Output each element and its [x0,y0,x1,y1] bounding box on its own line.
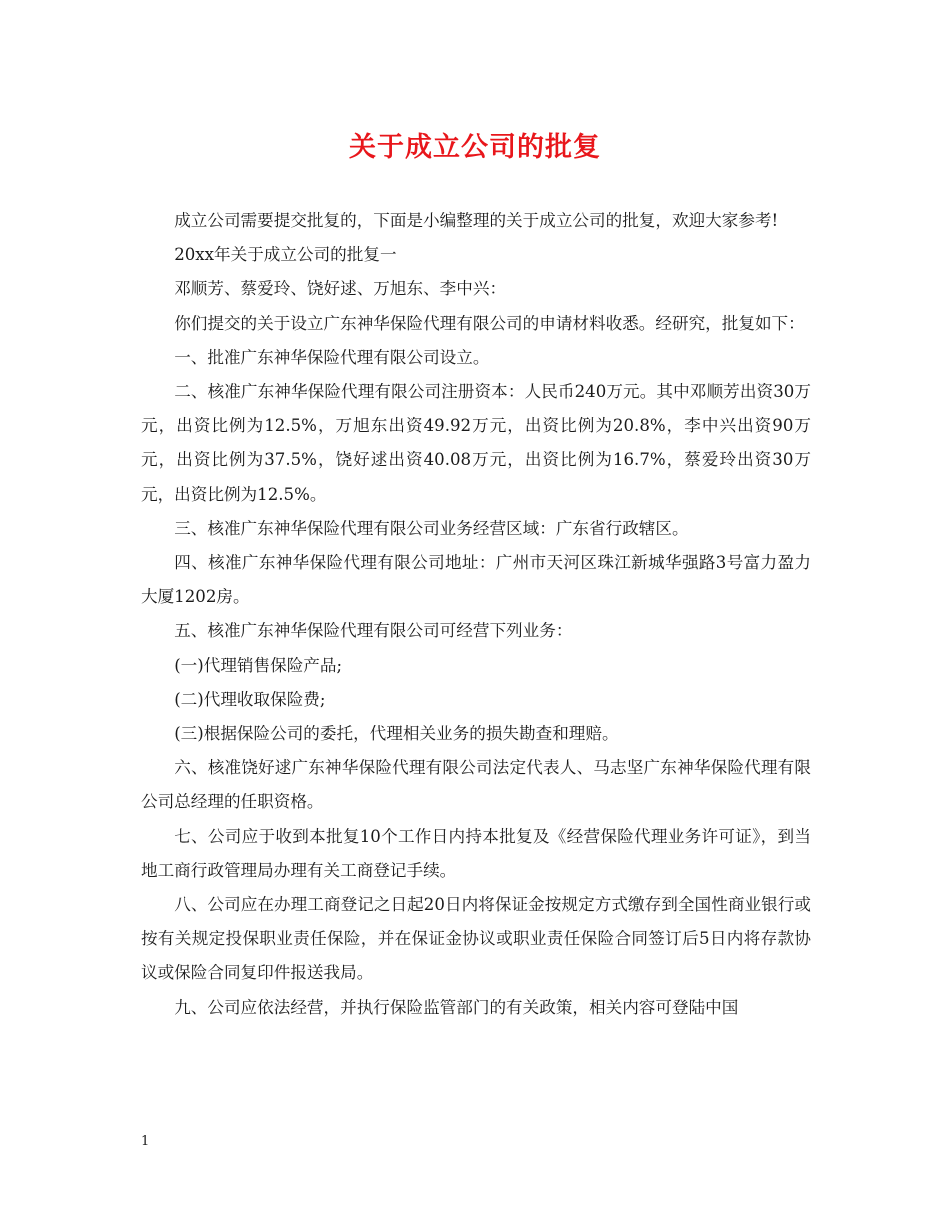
page-number: 1 [141,1134,150,1149]
paragraph-receipt: 你们提交的关于设立广东神华保险代理有限公司的申请材料收悉。经研究，批复如下： [174,313,805,333]
paragraph-item-9: 九、公司应依法经营，并执行保险监管部门的有关政策，相关内容可登陆中国 [174,997,739,1017]
paragraph-intro: 成立公司需要提交批复的，下面是小编整理的关于成立公司的批复，欢迎大家参考! [174,211,779,230]
paragraph-subitem-3: (三)根据保险公司的委托，代理相关业务的损失勘查和理赔。 [174,724,619,744]
paragraph-subitem-2: (二)代理收取保险费; [174,689,326,709]
paragraph-item-8: 八、公司应在办理工商登记之日起20日内将保证金按规定方式缴存到全国性商业银行或按有关规定投保职业责任保险，并在保证金协议或职业责任保险合同签订后5日内将存款协议或保险合同复印件报送我局。 [141,895,811,983]
paragraph-item-3: 三、核准广东神华保险代理有限公司业务经营区域：广东省行政辖区。 [174,518,689,538]
paragraph-item-7: 七、公司应于收到本批复10个工作日内持本批复及《经营保险代理业务许可证》，到当地工商行政管理局办理有关工商登记手续。 [141,826,811,880]
paragraph-item-4: 四、核准广东神华保险代理有限公司地址：广州市天河区珠江新城华强路3号富力盈力大厦1202房。 [141,553,811,607]
paragraph-subitem-1: (一)代理销售保险产品; [174,655,343,675]
document-title: 关于成立公司的批复 [349,132,601,163]
paragraph-item-6: 六、核准饶好逑广东神华保险代理有限公司法定代表人、马志坚广东神华保险代理有限公司总经理的任职资格。 [141,758,811,812]
paragraph-item-1: 一、批准广东神华保险代理有限公司设立。 [174,347,490,367]
paragraph-heading: 20xx年关于成立公司的批复一 [174,245,397,265]
paragraph-item-5: 五、核准广东神华保险代理有限公司可经营下列业务： [174,621,573,641]
paragraph-addressees: 邓顺芳、蔡爱玲、饶好逑、万旭东、李中兴： [174,279,507,299]
document-body [141,204,811,1025]
paragraph-item-2: 二、核准广东神华保险代理有限公司注册资本：人民币240万元。其中邓顺芳出资30万元，出资比例为12.5%，万旭东出资49.92万元，出资比例为20.8%，李中兴出资90万元，出资比例为37.5%，饶好逑出资40.08万元，出资比例为16.7%，蔡爱玲出资30万元，出资比例为12.5%。 [141,382,811,504]
